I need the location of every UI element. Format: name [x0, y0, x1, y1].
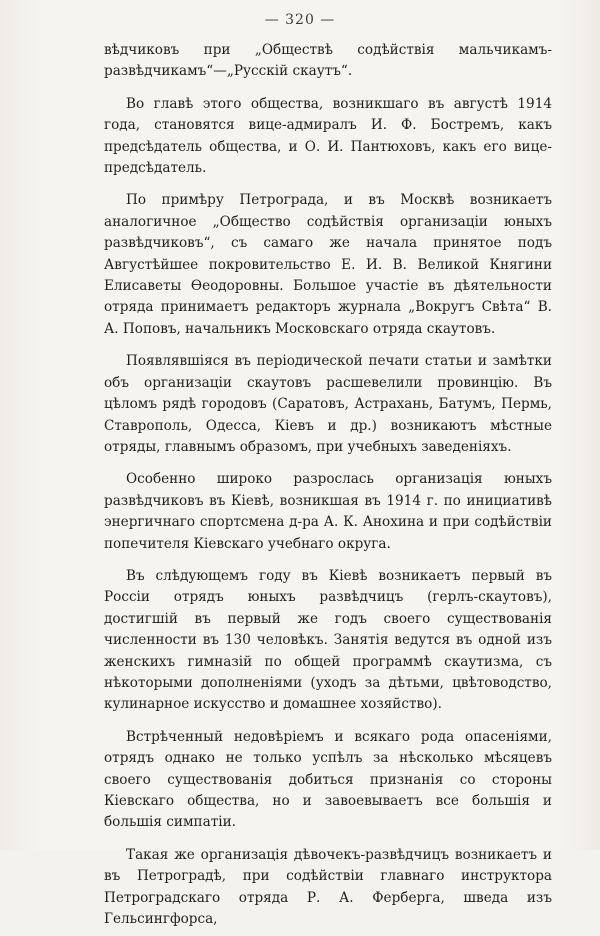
page-number: — 320 —	[264, 12, 336, 28]
body-text	[104, 40, 552, 936]
paragraph-5: Особенно широко разрослась организація юныхъ развѣдчиковъ въ Кіевѣ, возникшая въ 1914 г. по инициативѣ энергичнаго спортсмена д-ра А. К. Анохина и при содѣйствіи попечителя Кіевскаго учебнаго округа.	[104, 471, 552, 552]
paragraph-4: Появлявшіяся въ періодической печати статьи и замѣтки объ организаціи скаутовъ расшевелили провинцію. Въ цѣломъ рядѣ городовъ (Саратовъ, Астрахань, Батумъ, Пермь, Ставрополь, Одесса, Кіевъ и др.) возникаютъ мѣстные отряды, главнымъ образомъ, при учебныхъ заведеніяхъ.	[104, 353, 552, 455]
paragraph-8: Такая же организація дѣвочекъ-развѣдчицъ возникаетъ и въ Петроградѣ, при содѣйствіи главнаго инструктора Петроградскаго отряда Р. А. Ферберга, шведа изъ Гельсингфорса,	[104, 846, 552, 928]
paragraph-6: Въ слѣдующемъ году въ Кіевѣ возникаетъ первый въ Россіи отрядъ юныхъ развѣдчицъ (герлъ-скаутовъ), достигшій въ первый же годъ своего существованія численности въ 130 человѣкъ. Занятія ведутся въ одной изъ женскихъ гимназій по общей программѣ скаутизма, съ нѣкоторыми дополненіями (уходъ за дѣтьми, цвѣтоводство, кулинарное искусство и домашнее хозяйство).	[104, 567, 552, 713]
paragraph-2: Во главѣ этого общества, возникшаго въ августѣ 1914 года, становятся вице-адмиралъ И. Ф. Бостремъ, какъ предсѣдатель общества, и О. И. Пантюховъ, какъ его вице-предсѣдатель.	[104, 95, 552, 177]
paragraph-1: вѣдчиковъ при „Обществѣ содѣйствія мальчикамъ-развѣдчикамъ“—„Русскій скаутъ“.	[104, 42, 552, 80]
paragraph-3: По примѣру Петрограда, и въ Москвѣ возникаетъ аналогичное „Общество содѣйствія организаціи юныхъ развѣдчиковъ“, съ самаго же начала принятое подъ Августѣйшее покровительство Е. И. В. Великой Княгини Елисаветы Ѳеодоровны. Большое участіе въ дѣятельности отряда принимаетъ редакторъ журнала „Вокругъ Свѣта“ В. А. Поповъ, начальникъ Московскаго отряда скаутовъ.	[104, 192, 552, 337]
paragraph-7: Встрѣченный недовѣріемъ и всякаго рода опасеніями, отрядъ однако не только успѣлъ за нѣсколько мѣсяцевъ своего существованія добиться признанія со стороны Кіевскаго общества, но и завоевываетъ все большія и большія симпатіи.	[104, 728, 552, 831]
